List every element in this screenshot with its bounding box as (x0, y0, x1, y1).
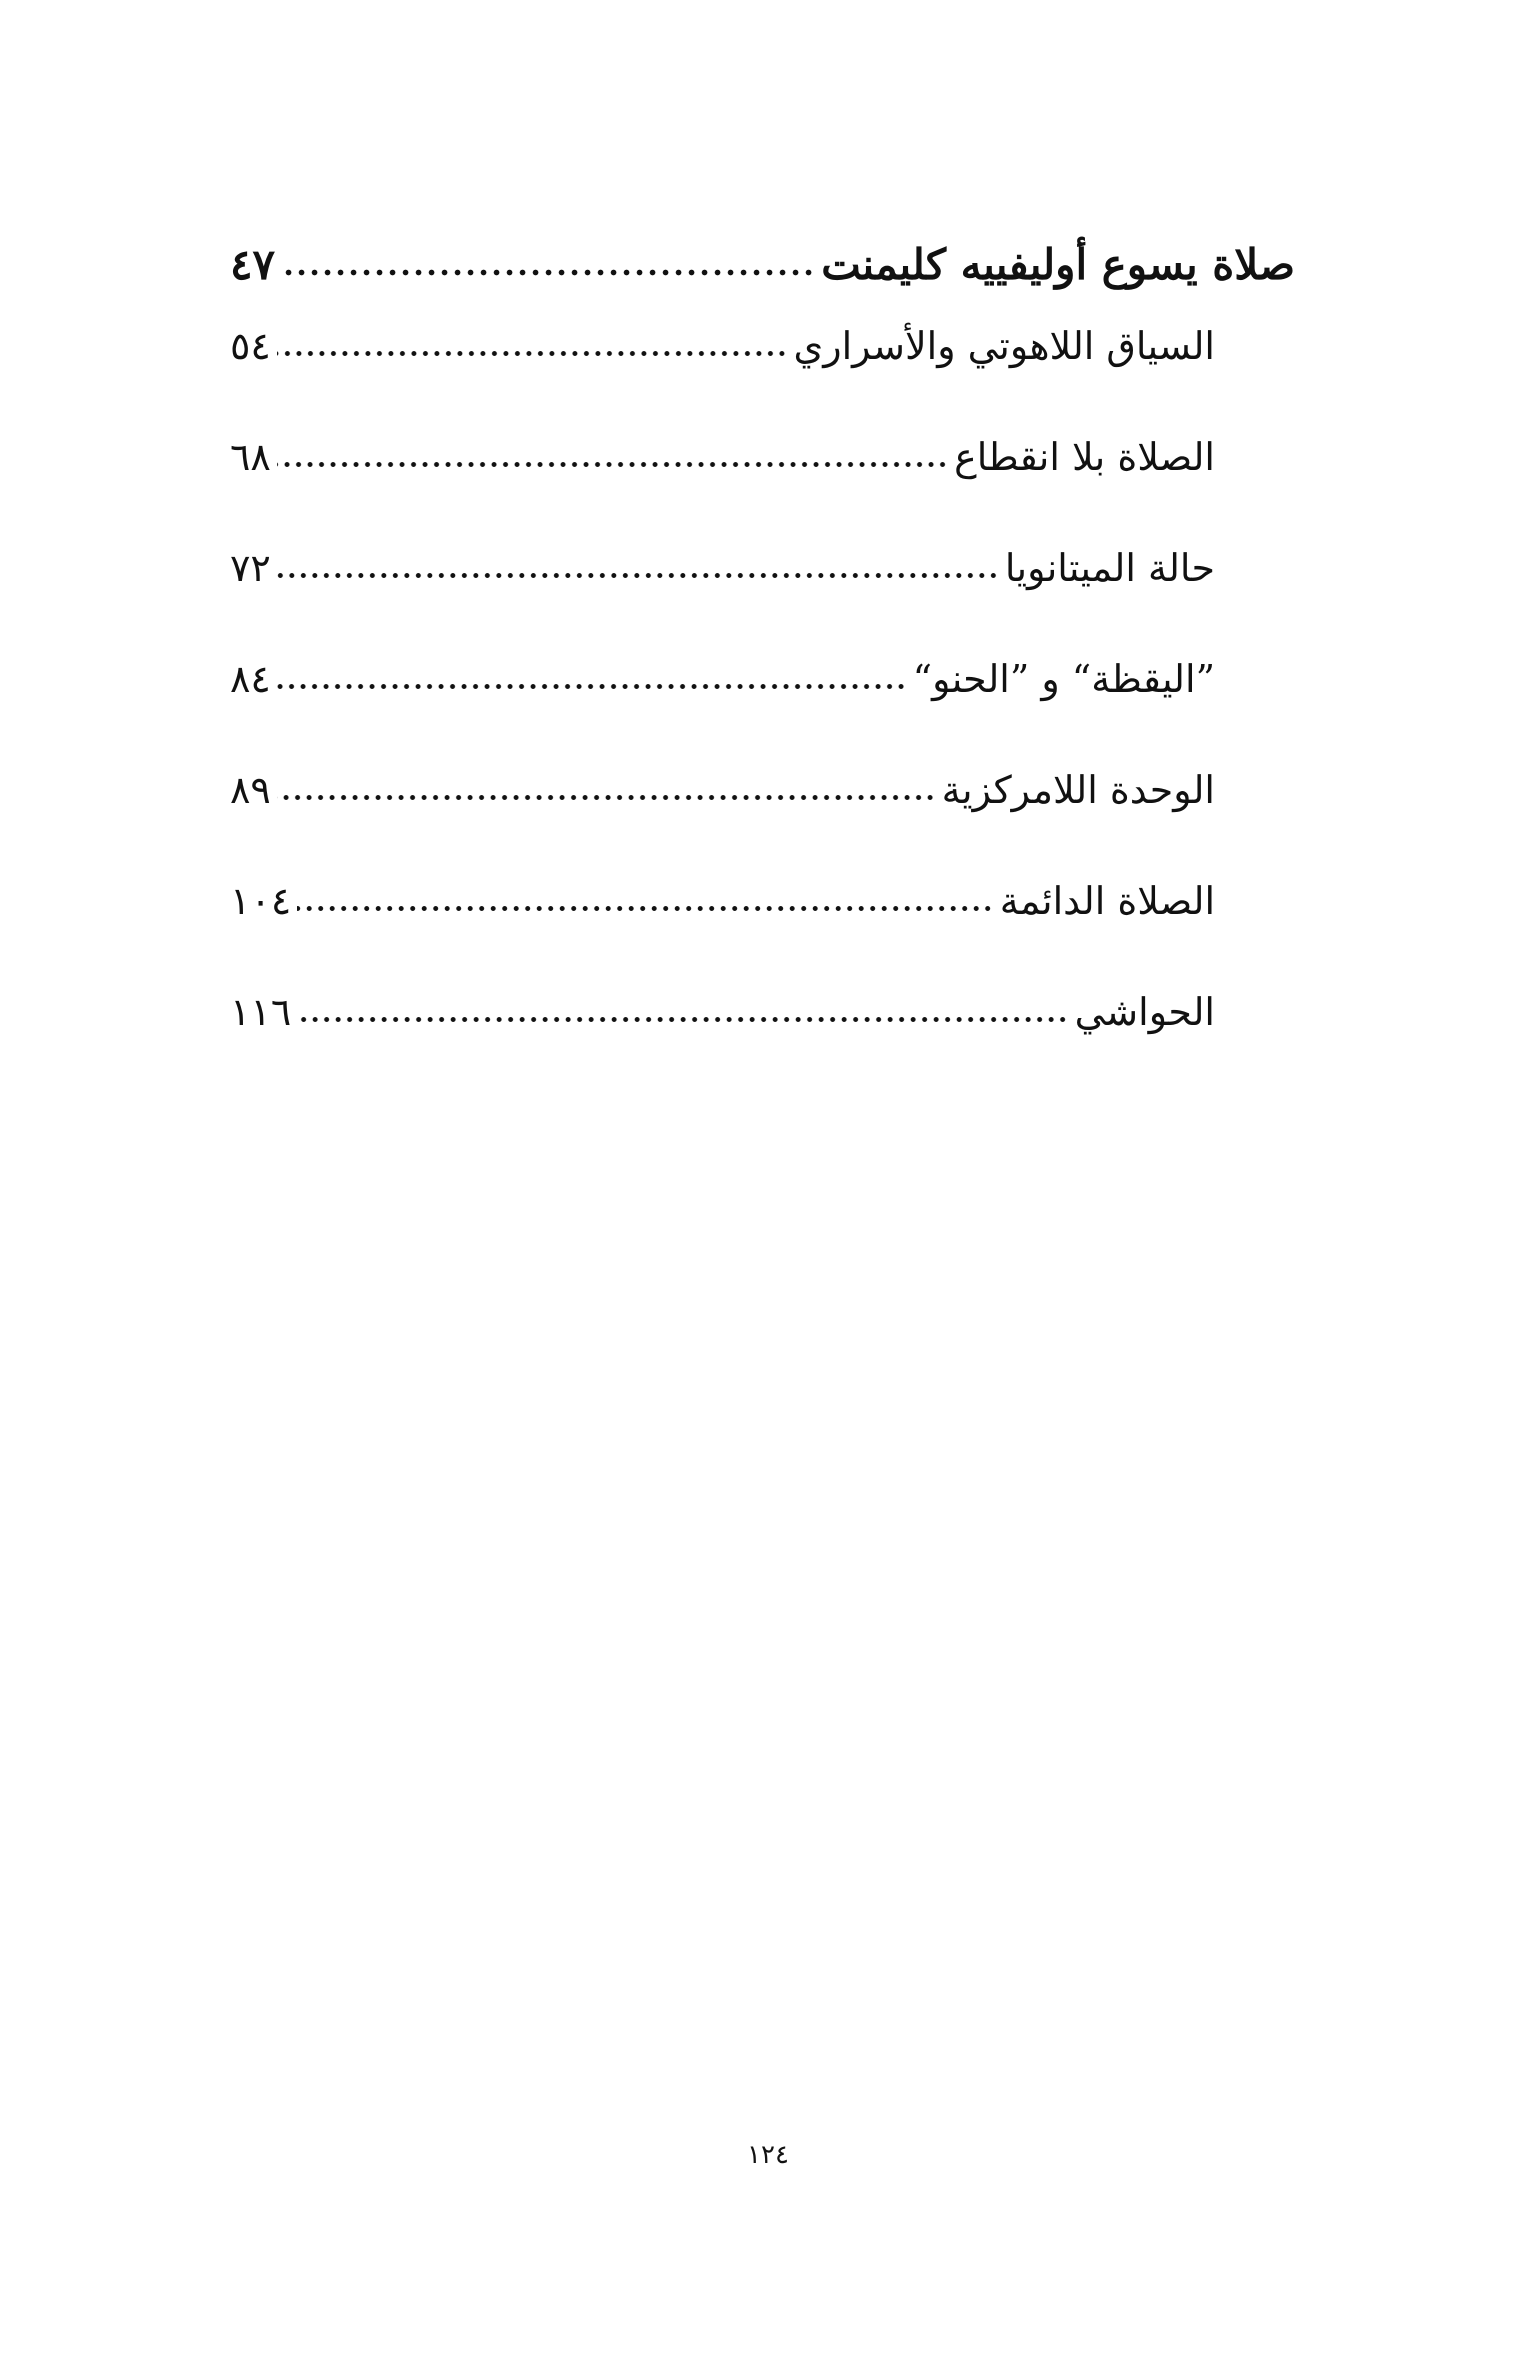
toc-entry-page: ٨٩ (230, 768, 271, 812)
toc-entry-title: السياق اللاهوتي والأسراري (793, 324, 1215, 368)
dot-leader (277, 769, 936, 803)
toc-entry-page: ٦٨ (230, 435, 271, 479)
toc-entry-title: الصلاة الدائمة (999, 879, 1215, 923)
table-of-contents (230, 240, 1295, 1101)
dot-leader (277, 436, 948, 470)
toc-entry-title: ”اليقظة“ و ”الحنو“ (912, 657, 1215, 701)
toc-entry-page: ١١٦ (230, 990, 292, 1034)
toc-entry[interactable] (230, 657, 1215, 768)
toc-entry-page: ٥٤ (230, 324, 271, 368)
dot-leader (277, 325, 788, 359)
toc-entry-page: ١٠٤ (230, 879, 292, 923)
toc-entry-page: ٨٤ (230, 657, 271, 701)
toc-entry[interactable] (230, 768, 1215, 879)
toc-entry-page: ٧٢ (230, 546, 271, 590)
toc-entry[interactable] (230, 324, 1215, 435)
dot-leader (277, 547, 999, 581)
toc-main-entry[interactable] (230, 240, 1295, 324)
toc-entry-title: الصلاة بلا انقطاع (954, 435, 1215, 479)
page-number: ١٢٤ (747, 2140, 789, 2170)
dot-leader (297, 991, 1068, 1025)
toc-entry[interactable] (230, 879, 1215, 990)
toc-entry[interactable] (230, 990, 1215, 1101)
dot-leader (281, 241, 815, 279)
dot-leader (277, 658, 907, 692)
toc-entry-title: الوحدة اللامركزية (941, 768, 1215, 812)
toc-entry[interactable] (230, 435, 1215, 546)
toc-entry-title: الحواشي (1074, 990, 1215, 1034)
toc-entry-page: ٤٧ (230, 240, 276, 289)
toc-entry-title: صلاة يسوع أوليفييه كليمنت (821, 240, 1295, 289)
toc-entry[interactable] (230, 546, 1215, 657)
toc-entry-title: حالة الميتانويا (1004, 546, 1215, 590)
dot-leader (297, 880, 993, 914)
